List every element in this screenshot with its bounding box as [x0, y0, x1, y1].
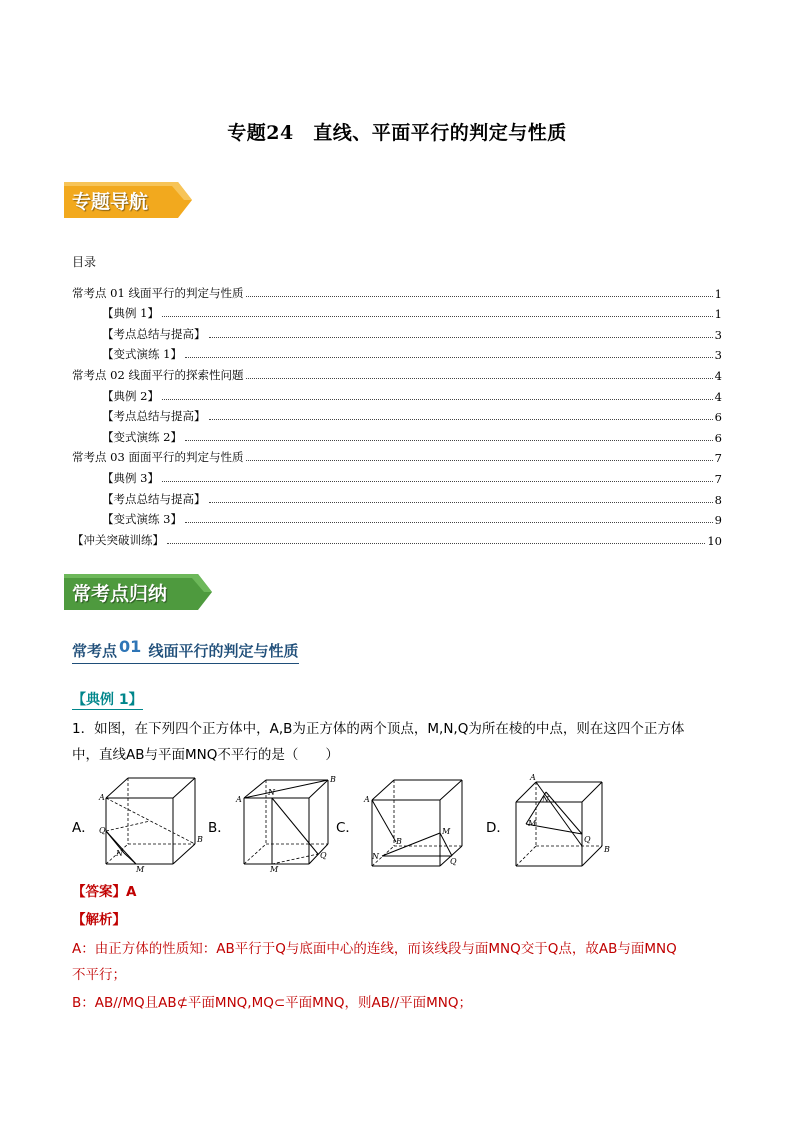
toc-item-page: 1 — [714, 307, 722, 322]
toc-item-page: 1 — [714, 286, 722, 301]
toc-item[interactable] — [72, 280, 722, 301]
cube-figure-b — [232, 774, 344, 874]
svg-text:N: N — [372, 852, 379, 861]
toc-leader-dots — [185, 439, 713, 441]
cube-figure-d — [510, 772, 622, 872]
toc-item-text: 【考点总结与提高】 — [102, 491, 206, 506]
toc-item-page: 3 — [714, 348, 722, 363]
toc-item[interactable] — [72, 383, 722, 404]
toc-item[interactable] — [72, 465, 722, 486]
choice-label-a: A． — [72, 820, 95, 836]
toc-leader-dots — [209, 336, 713, 338]
toc-item-page: 9 — [714, 513, 722, 528]
toc-leader-dots — [246, 295, 712, 297]
toc-leader-dots — [209, 418, 713, 420]
svg-text:A: A — [236, 795, 242, 804]
toc-item[interactable] — [72, 342, 722, 363]
toc-item-page: 10 — [707, 533, 722, 548]
toc-item-text: 【变式演练 1】 — [102, 347, 182, 362]
cube-figure-c — [360, 772, 472, 872]
svg-text:Q: Q — [320, 851, 327, 860]
toc-item[interactable] — [72, 301, 722, 322]
banner-label: 专题导航 — [72, 190, 149, 213]
solution-a-line-2: 不平行； — [72, 967, 126, 983]
svg-text:B: B — [604, 845, 610, 854]
toc-item-page: 6 — [714, 410, 722, 425]
toc-leader-dots — [167, 542, 705, 544]
toc-heading: 目录 — [72, 255, 97, 269]
page-title: 专题24 直线、平面平行的判定与性质 — [227, 122, 567, 144]
toc-item-text: 【变式演练 2】 — [102, 429, 182, 444]
svg-text:B: B — [396, 837, 402, 846]
toc-item-text: 【典例 2】 — [102, 388, 159, 403]
example-label: 【典例 1】 — [72, 689, 143, 710]
svg-text:Q: Q — [584, 835, 591, 844]
key-point-number: 01 — [119, 637, 142, 656]
svg-text:M: M — [136, 865, 145, 874]
toc-item-page: 7 — [714, 471, 722, 486]
toc-item-page: 6 — [714, 430, 722, 445]
toc-item[interactable] — [72, 321, 722, 342]
toc-leader-dots — [209, 501, 713, 503]
svg-text:M: M — [442, 827, 451, 836]
toc-item-page: 7 — [714, 451, 722, 466]
toc-item[interactable] — [72, 424, 722, 445]
solution-b-line: B：AB//MQ且AB⊄平面MNQ,MQ⊂平面MNQ，则AB//平面MNQ； — [72, 995, 473, 1011]
key-point-prefix: 常考点 — [72, 642, 118, 660]
question-line-2: 中，直线AB与平面MNQ不平行的是（ ） — [72, 747, 339, 763]
toc-leader-dots — [185, 521, 713, 523]
choice-label-b: B． — [208, 820, 231, 836]
toc-item[interactable] — [72, 507, 722, 528]
svg-text:N: N — [268, 788, 275, 797]
toc-leader-dots — [162, 480, 713, 482]
banner-label: 常考点归纳 — [72, 582, 168, 605]
key-point-title: 线面平行的判定与性质 — [148, 642, 299, 660]
toc-item-text: 【考点总结与提高】 — [102, 326, 206, 341]
svg-text:A: A — [530, 773, 536, 782]
toc-item[interactable] — [72, 362, 722, 383]
toc-item[interactable] — [72, 445, 722, 466]
svg-text:M: M — [270, 865, 279, 874]
answer-line: 【答案】A — [72, 884, 137, 900]
toc-leader-dots — [185, 356, 713, 358]
toc-item-page: 8 — [714, 492, 722, 507]
svg-text:Q: Q — [99, 826, 106, 835]
toc-item-text: 常考点 01 线面平行的判定与性质 — [72, 285, 244, 300]
toc-item-text: 【典例 1】 — [102, 306, 159, 321]
toc-leader-dots — [246, 459, 712, 461]
svg-text:A: A — [99, 793, 105, 802]
toc-item-text: 【变式演练 3】 — [102, 512, 182, 527]
toc-leader-dots — [162, 398, 713, 400]
toc-item-page: 3 — [714, 327, 722, 342]
toc-item-text: 【典例 3】 — [102, 470, 159, 485]
svg-text:M: M — [528, 819, 537, 828]
toc-item-page: 4 — [714, 389, 722, 404]
svg-text:B: B — [197, 835, 203, 844]
analysis-label: 【解析】 — [72, 912, 126, 928]
toc-item[interactable] — [72, 404, 722, 425]
toc-item-text: 【冲关突破训练】 — [72, 532, 164, 547]
svg-text:N: N — [116, 849, 123, 858]
section-banner-navigation — [64, 182, 192, 218]
svg-text:A: A — [364, 795, 370, 804]
toc-item-page: 4 — [714, 368, 722, 383]
toc-item-text: 常考点 02 线面平行的探索性问题 — [72, 367, 244, 382]
svg-text:N: N — [542, 795, 549, 804]
toc-item[interactable] — [72, 486, 722, 507]
section-banner-key-points — [64, 574, 212, 610]
toc-leader-dots — [162, 315, 713, 317]
key-point-heading — [72, 637, 299, 664]
svg-text:Q: Q — [450, 857, 457, 866]
choice-label-c: C． — [336, 820, 359, 836]
svg-text:B: B — [330, 775, 336, 784]
toc-item[interactable] — [72, 527, 722, 548]
toc-item-text: 【考点总结与提高】 — [102, 409, 206, 424]
solution-a-line-1: A：由正方体的性质知：AB平行于Q与底面中心的连线，而该线段与面MNQ交于Q点，故AB与面MNQ — [72, 941, 677, 957]
question-line-1: 1．如图，在下列四个正方体中，A,B为正方体的两个顶点，M,N,Q为所在棱的中点，则在这四个正方体 — [72, 721, 685, 737]
cube-figure-a — [96, 774, 208, 874]
toc-leader-dots — [246, 377, 712, 379]
choice-label-d: D． — [486, 820, 510, 836]
table-of-contents — [72, 280, 722, 548]
toc-item-text: 常考点 03 面面平行的判定与性质 — [72, 450, 244, 465]
